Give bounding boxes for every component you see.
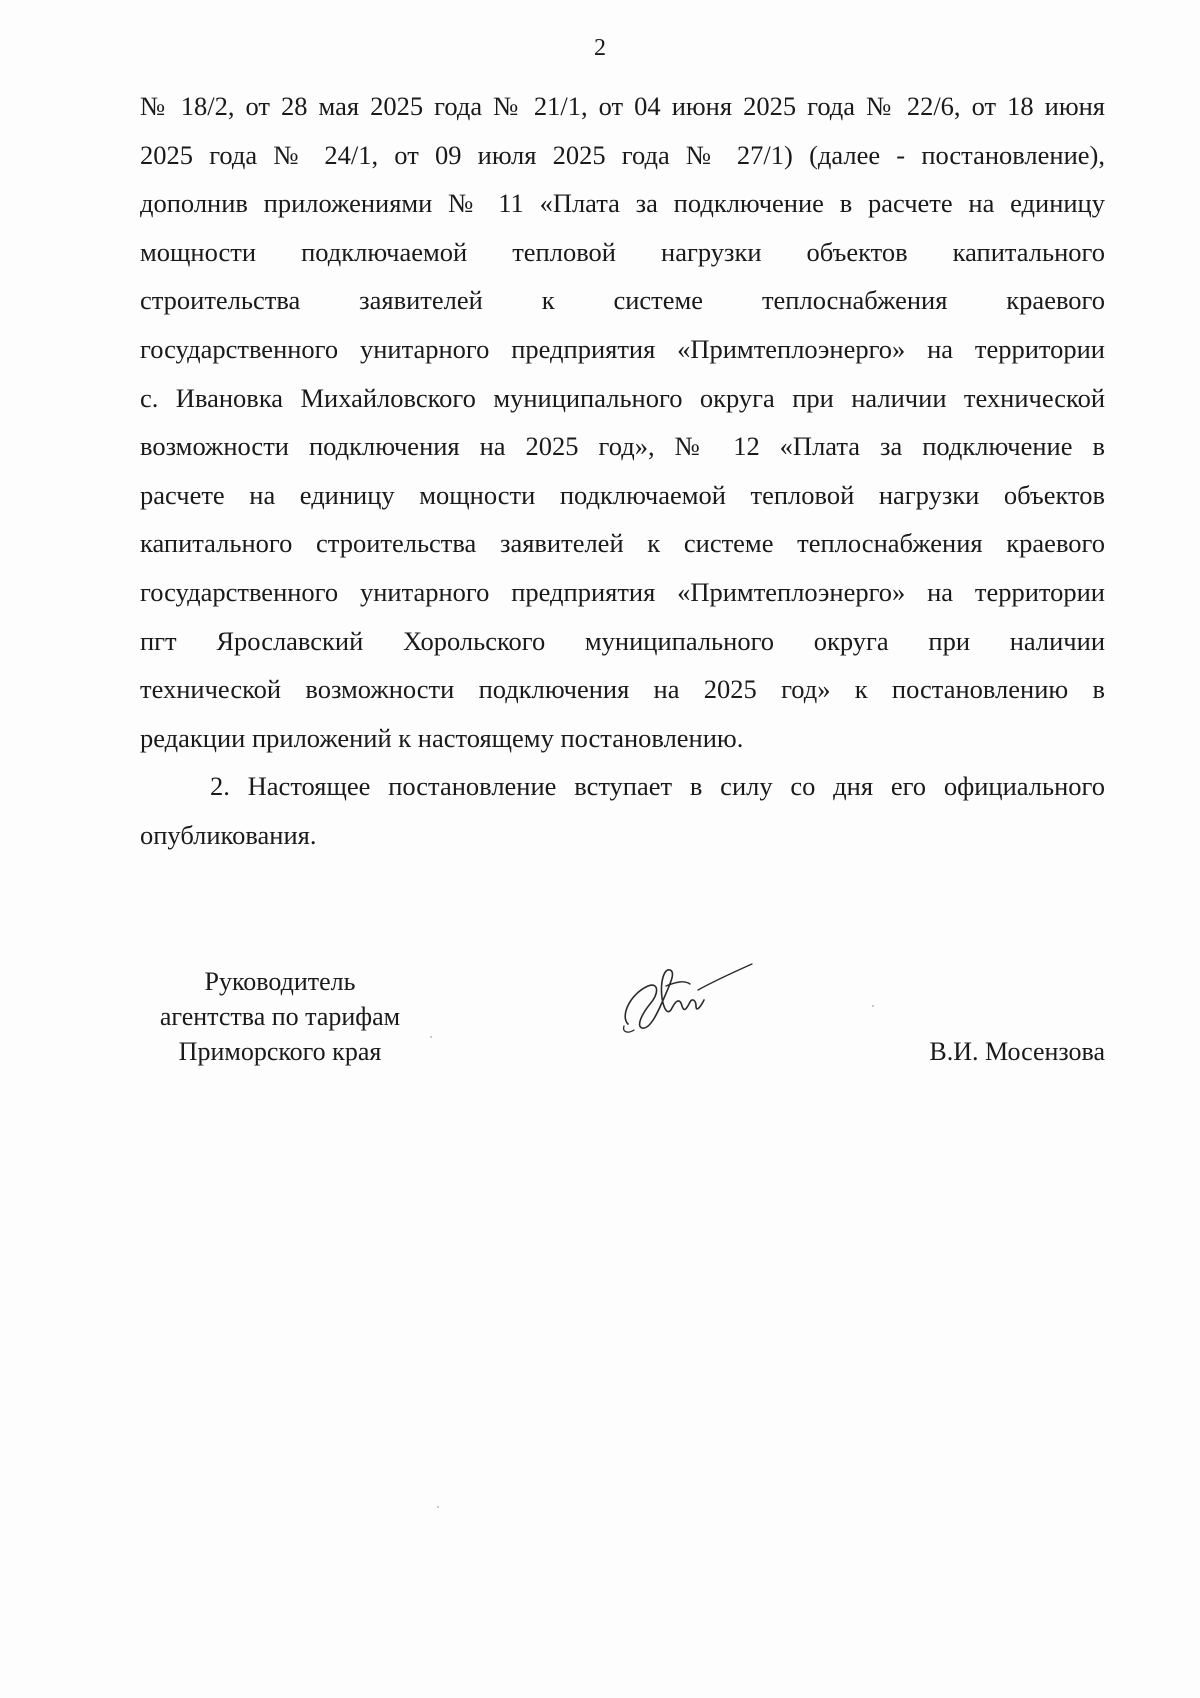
text-line: капитального строительства заявителей к системе теплоснабжения краевого <box>140 528 1105 559</box>
signatory-name: В.И. Мосензова <box>929 1037 1105 1066</box>
text-line: мощности подключаемой тепловой нагрузки объектов капитального <box>140 236 1105 267</box>
paragraph-2-line: 2. Настоящее постановление вступает в силу со дня его официального <box>210 771 1105 802</box>
text-line: № 18/2, от 28 мая 2025 года № 21/1, от 04 июня 2025 года № 22/6, от 18 июня <box>140 91 1105 121</box>
handwritten-signature <box>600 946 760 1046</box>
scan-speck <box>437 1506 439 1508</box>
signatory-title-line: агентства по тарифам <box>159 1002 401 1031</box>
scan-speck <box>430 1036 432 1038</box>
text-line: редакции приложений к настоящему постановлению. <box>140 722 744 753</box>
text-line: возможности подключения на 2025 год», № 12 «Плата за подключение в <box>140 431 1105 462</box>
text-line: государственного унитарного предприятия «Примтеплоэнерго» на территории <box>140 576 1105 607</box>
page-number: 2 <box>594 35 606 61</box>
text-line: с. Ивановка Михайловского муниципального округа при наличии технической <box>140 382 1105 413</box>
signatory-title-line: Руководитель <box>204 967 356 996</box>
text-line: расчете на единицу мощности подключаемой тепловой нагрузки объектов <box>140 479 1105 510</box>
signatory-title <box>140 964 420 1069</box>
text-line: пгт Ярославский Хорольского муниципального округа при наличии <box>140 625 1105 656</box>
signatory-title-line: Приморского края <box>178 1037 382 1066</box>
body-text <box>140 82 1105 860</box>
text-line: строительства заявителей к системе теплоснабжения краевого <box>140 285 1105 316</box>
text-line: опубликования. <box>140 819 317 850</box>
text-line: государственного унитарного предприятия «Примтеплоэнерго» на территории <box>140 333 1105 364</box>
signature-block <box>140 964 1105 1074</box>
text-line: 2025 года № 24/1, от 09 июля 2025 года № 27/1) (далее - постановление), <box>140 139 1105 170</box>
scan-speck <box>872 1005 874 1007</box>
text-line: дополнив приложениями № 11 «Плата за подключение в расчете на единицу <box>140 188 1105 219</box>
text-line: технической возможности подключения на 2025 год» к постановлению в <box>140 674 1105 705</box>
